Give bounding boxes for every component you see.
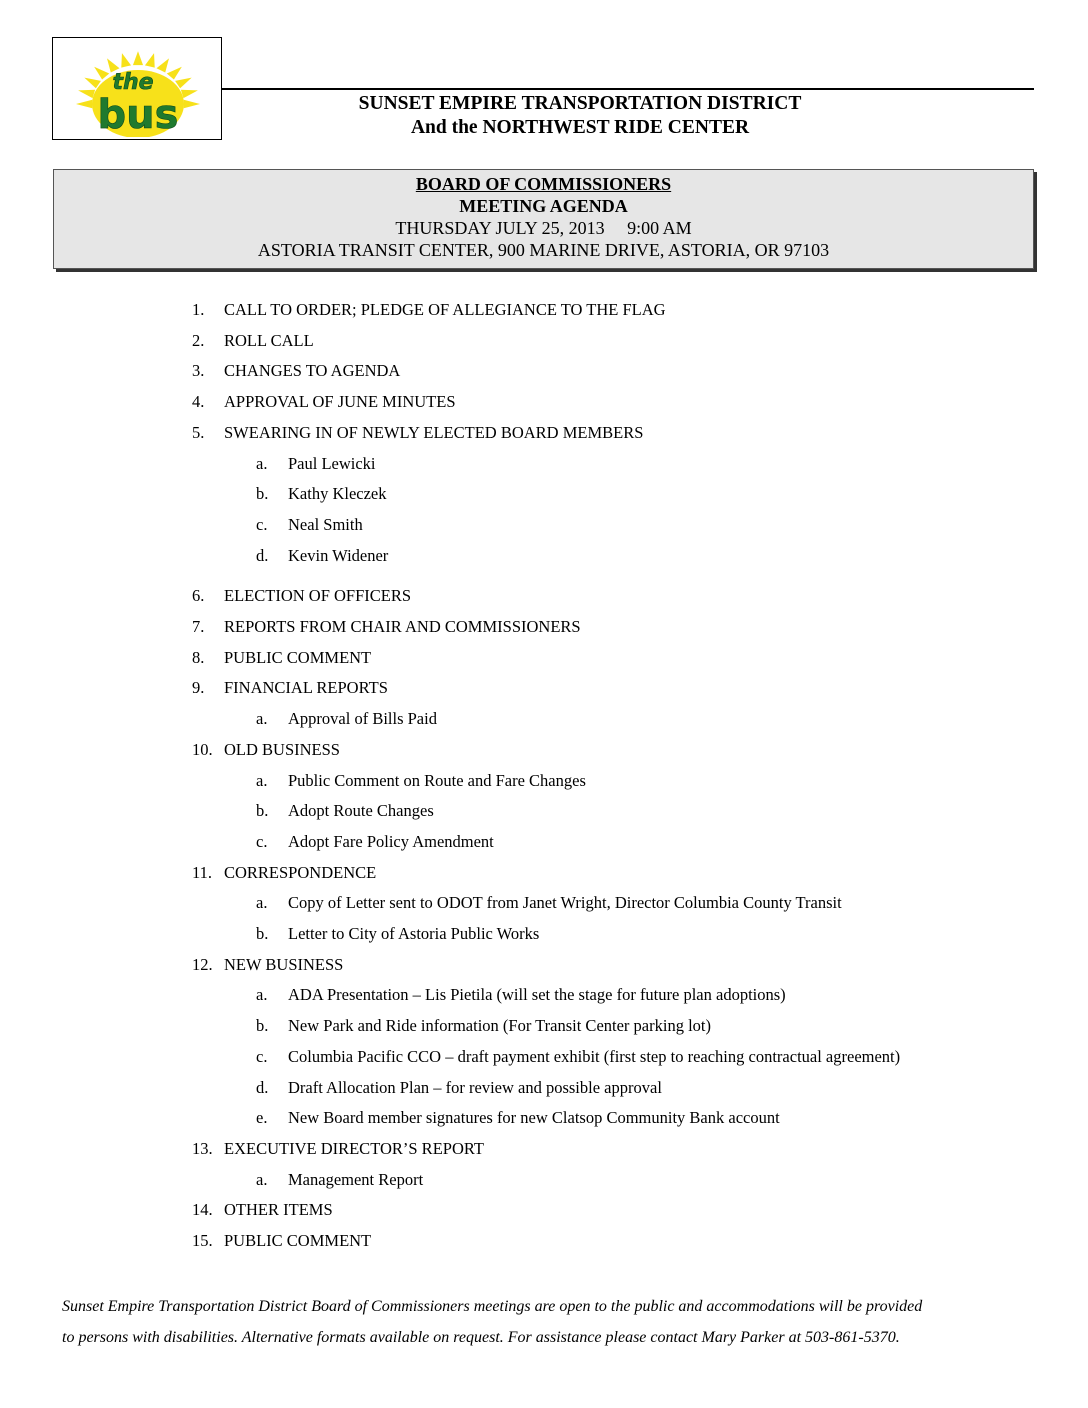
agenda-item-number: 4. <box>192 392 205 412</box>
agenda-item-text: CALL TO ORDER; PLEDGE OF ALLEGIANCE TO THE FLAG <box>224 300 666 319</box>
agenda-item-number: 14. <box>192 1200 213 1220</box>
agenda-subitem-letter: d. <box>256 1077 269 1097</box>
agenda-subitem-letter: b. <box>256 924 269 943</box>
agenda-subitem-letter: a. <box>256 893 268 913</box>
sun-ray <box>156 58 169 72</box>
agenda-item-number: 2. <box>192 330 205 350</box>
agenda-item-number: 6. <box>192 586 205 606</box>
agenda-subitem-letter: b. <box>256 801 269 821</box>
agenda-item-text: FINANCIAL REPORTS <box>224 678 388 698</box>
bus-logo-icon <box>63 42 213 137</box>
agenda-item-text: CORRESPONDENCE <box>224 862 377 882</box>
agenda-item-number: 12. <box>192 954 213 974</box>
agenda-subitem-letter: c. <box>256 514 268 534</box>
sun-ray <box>167 67 182 80</box>
sun-ray <box>133 51 143 65</box>
agenda-subitem-letter: a. <box>256 985 268 1005</box>
agenda-item-text: OTHER ITEMS <box>224 1200 333 1220</box>
agenda-item-text: REPORTS FROM CHAIR AND COMMISSIONERS <box>224 617 581 636</box>
agenda-item-text: CHANGES TO AGENDA <box>224 361 401 381</box>
footer-line-2: to persons with disabilities. Alternative formats available on request. For assistance please contact Mary Parker at 503-861-5370. <box>62 1329 900 1346</box>
agenda-subitem-letter: c. <box>256 1046 268 1066</box>
agenda-item-number: 11. <box>192 862 213 882</box>
agenda-subitem-text: New Park and Ride information (For Transit Center parking lot) <box>288 1016 711 1036</box>
agenda-item-text: EXECUTIVE DIRECTOR’S REPORT <box>224 1138 484 1158</box>
agenda-item-text: SWEARING IN OF NEWLY ELECTED BOARD MEMBERS <box>224 422 644 442</box>
meeting-location: ASTORIA TRANSIT CENTER, 900 MARINE DRIVE, ASTORIA, OR 97103 <box>257 240 830 260</box>
agenda-subitem-text: Kathy Kleczek <box>288 484 387 504</box>
agenda-item-number: 13. <box>192 1138 213 1158</box>
agenda-subitem-text: ADA Presentation – Lis Pietila (will set the stage for future plan adoptions) <box>288 985 786 1005</box>
sun-ray <box>145 53 155 67</box>
agenda-subitem-letter: e. <box>256 1108 268 1128</box>
agenda-item-text: NEW BUSINESS <box>224 954 344 974</box>
agenda-subitem-letter: a. <box>256 770 268 790</box>
agenda-item-number: 1. <box>192 300 205 319</box>
agenda-item-text: PUBLIC COMMENT <box>224 1231 372 1250</box>
org-name: SUNSET EMPIRE TRANSPORTATION DISTRICT <box>358 93 802 114</box>
agenda-subitem-letter: b. <box>256 484 269 504</box>
agenda-item-number: 8. <box>192 647 205 667</box>
agenda-item-number: 5. <box>192 422 205 442</box>
agenda-subitem-text: Adopt Fare Policy Amendment <box>288 831 494 851</box>
agenda-subitem-text: Draft Allocation Plan – for review and possible approval <box>288 1077 662 1097</box>
agenda-subitem-text: Approval of Bills Paid <box>288 709 437 729</box>
agenda-subitem-text: Letter to City of Astoria Public Works <box>288 924 540 943</box>
sun-ray <box>121 53 131 67</box>
agenda-subitem-text: Columbia Pacific CCO – draft payment exhibit (first step to reaching contractual agreement) <box>288 1046 901 1066</box>
agenda-subitem-letter: d. <box>256 545 269 565</box>
agenda-subitem-letter: c. <box>256 831 268 851</box>
agenda-title: MEETING AGENDA <box>459 196 628 216</box>
agenda-subitem-text: Adopt Route Changes <box>288 801 434 821</box>
sun-ray <box>184 100 200 109</box>
agenda-item-number: 15. <box>192 1231 213 1250</box>
agenda-item-text: OLD BUSINESS <box>224 739 340 759</box>
agenda-subitem-text: Public Comment on Route and Fare Changes <box>288 770 586 790</box>
footer-line-1: Sunset Empire Transportation District Board of Commissioners meetings are open to the public and accommodations will be provided <box>62 1298 923 1315</box>
agenda-item-number: 9. <box>192 678 205 698</box>
agenda-item-number: 10. <box>192 739 213 759</box>
meeting-date-time: THURSDAY JULY 25, 2013 9:00 AM <box>395 218 692 238</box>
agenda-subitem-text: New Board member signatures for new Clatsop Community Bank account <box>288 1108 780 1128</box>
agenda-subitem-text: Kevin Widener <box>288 545 389 565</box>
logo-text-the: the <box>112 70 154 95</box>
meeting-info-box <box>53 169 1034 269</box>
org-subtitle: And the NORTHWEST RIDE CENTER <box>410 117 750 138</box>
agenda-subitem-letter: a. <box>256 453 268 473</box>
agenda-subitem-text: Neal Smith <box>288 514 363 534</box>
sun-ray <box>94 67 109 80</box>
agenda-item-number: 3. <box>192 361 205 381</box>
sun-ray <box>76 100 92 109</box>
agenda-item-text: APPROVAL OF JUNE MINUTES <box>224 392 456 412</box>
agenda-subitem-letter: a. <box>256 1169 268 1189</box>
agenda-item-text: PUBLIC COMMENT <box>224 647 372 667</box>
board-title: BOARD OF COMMISSIONERS <box>415 174 672 194</box>
agenda-subitem-text: Paul Lewicki <box>288 453 376 473</box>
agenda-subitem-letter: b. <box>256 1016 269 1036</box>
agenda-subitem-text: Copy of Letter sent to ODOT from Janet Wright, Director Columbia County Transit <box>288 893 842 913</box>
agenda-item-text: ROLL CALL <box>224 330 314 350</box>
sun-ray <box>181 90 198 98</box>
logo <box>52 37 222 140</box>
header-rule <box>222 88 1034 90</box>
org-title <box>222 92 938 140</box>
logo-text-bus: bus <box>97 92 179 137</box>
agenda-subitem-letter: a. <box>256 709 268 729</box>
sun-ray <box>78 90 95 98</box>
agenda-item-text: ELECTION OF OFFICERS <box>224 586 412 606</box>
agenda-subitem-text: Management Report <box>288 1169 424 1189</box>
agenda-item-number: 7. <box>192 617 205 636</box>
accessibility-note <box>62 1291 1042 1353</box>
